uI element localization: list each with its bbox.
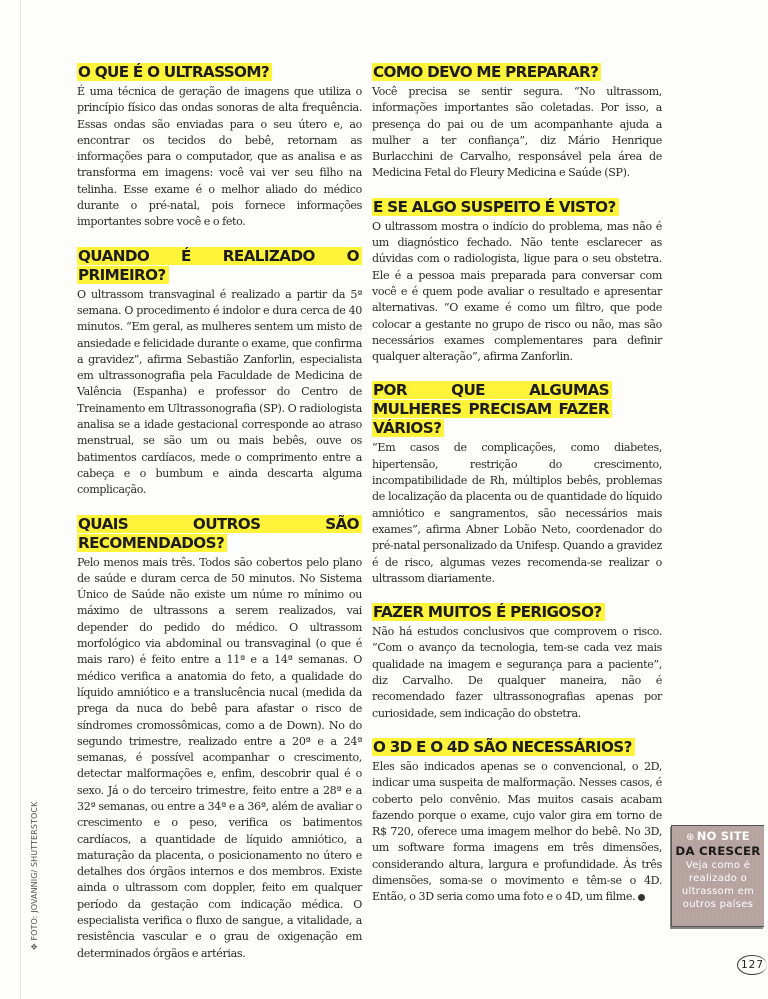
left-column xyxy=(77,64,362,979)
section-3d-4d xyxy=(372,739,662,906)
section-body-text: Eles são indicados apenas se o convencional, o 2D, indicar uma suspeita de malformação. Nesses casos, é coberto pelo convênio. Mas muitos casais acabam fazendo porque o exame, cujo valor gira em torno de R$ 720, oferece uma imagem melhor do bebê. No 3D, um software forma imagens em três dimensões, considerando altura, largura e profundidade. Às três dimensões, soma-se o movimento e têm-se o 4D. Então, o 3D seria como uma foto e o 4D, um filme. xyxy=(372,759,662,904)
section-dangerous xyxy=(372,604,662,722)
end-of-article-icon xyxy=(638,894,645,901)
promo-title: ⊕ NO SITE xyxy=(686,829,750,843)
photo-credit: ✥ FOTO: JOVANNIG/ SHUTTERSTOCK xyxy=(30,801,39,950)
promo-title-line2: DA CRESCER xyxy=(675,844,761,858)
section-what-is-ultrasound xyxy=(77,64,362,231)
section-suspicious xyxy=(372,199,662,366)
section-body: O ultrassom mostra o indício do problema, mas não é um diagnóstico fechado. Não tente esclarecer as dúvidas com o radiologista, ligue para o seu obstetra. Ele é a pessoa mais preparada para conversar com você e é quem pode avaliar o resultado e apresentar alternativas. “O exame é como um filtro, que pode colocar a gestante no grupo de risco ou não, mas são necessários exames complementares para definir qualquer alteração”, afirma Zanforlin. xyxy=(372,219,662,364)
section-how-prepare xyxy=(372,64,662,182)
section-heading: FAZER MUITOS É PERIGOSO? xyxy=(372,603,605,621)
page-number: 127 xyxy=(737,955,767,975)
section-when-first xyxy=(77,248,362,499)
section-heading: QUANDO É REALIZADO O PRIMEIRO? xyxy=(77,247,362,284)
section-body: Não há estudos conclusivos que comprovem o risco. “Com o avanço da tecnologia, tem-se cada vez mais qualidade na imagem e segurança para a paciente”, diz Carvalho. De qualquer maneira, não é recomendado fazer ultrassonografias apenas por curiosidade, sem indicação do obstetra. xyxy=(372,625,662,720)
section-heading: COMO DEVO ME PREPARAR? xyxy=(372,63,601,81)
section-heading: O QUE É O ULTRASSOM? xyxy=(77,63,272,81)
section-heading: QUAIS OUTROS SÃO RECOMENDADOS? xyxy=(77,515,362,552)
section-body: “Em casos de complicações, como diabetes, hipertensão, restrição do crescimento, incompatibilidade de Rh, múltiplos bebês, problemas de localização da placenta ou de quantidade do líquido amniótico e sangramentos, são necessários mais exames”, afirma Abner Lobão Neto, coordenador do pré-natal personalizado da Unifesp. Quando a gravidez é de risco, algumas vezes recomenda-se realizar o ultrassom diariamente. xyxy=(372,441,662,585)
section-body: Pelo menos mais três. Todos são cobertos pelo plano de saúde e duram cerca de 50 minutos. No Sistema Único de Saúde não existe um núme ro mínimo ou máximo de ultrassons a serem realizados, vai depender do pedido do médico. O ultrassom morfológico via abdominal ou transvaginal (o que é mais raro) é feito entre a 11ª e a 14ª semanas. O médico verifica a anatomia do feto, a qualidade do líquido amniótico e a translucência nucal (medida da prega da nuca do bebê para afastar o risco de síndromes cromossômicas, como a de Down). No do segundo trimestre, realizado entre a 20ª e a 24ª semanas, é possível acompanhar o crescimento, detectar malformações e, enfim, descobrir qual é o sexo. Já o do terceiro trimestre, feito entre a 28ª e a 32ª semanas, ou entre a 34ª e a 36ª, além de avaliar o crescimento e o peso, verifica os batimentos cardíacos, a quantidade de líquido amniótico, a maturação da placenta, o posicionamento no útero e detalhes dos órgãos internos e dos membros. Existe ainda o ultrassom com doppler, feito em qualquer período da gestação com indicação médica. O especialista verifica o fluxo de sangue, a vitalidade, a resistência vascular e o grau de oxigenação em determinados órgãos e artérias. xyxy=(77,555,362,960)
section-body: O ultrassom transvaginal é realizado a partir da 5ª semana. O procedimento é indolor e dura cerca de 40 minutos. “Em geral, as mulheres sentem um misto de ansiedade e felicidade durante o exame, que confirma a gravidez”, afirma Sebastião Zanforlin, especialista em ultrassonografia pela Faculdade de Medicina de Valência (Espanha) e professor do Centro de Treinamento em Ultrassonografia (SP). O radiologista analisa se a idade gestacional corresponde ao atraso menstrual, se são um ou mais bebês, ouve os batimentos cardíacos, mede o comprimento entre a cabeça e o bumbum e ainda descarta alguma complicação. xyxy=(77,287,362,497)
section-body: É uma técnica de geração de imagens que utiliza o princípio físico das ondas sonoras de alta frequência. Essas ondas são enviadas para o seu útero e, ao encontrar os tecidos do bebê, retornam as informações para o computador, que as analisa e as transforma em imagens: você vai ver seu filho na telinha. Esse exame é o melhor aliado do médico durante o pré-natal, pois fornece informações importantes sobre você e o feto. xyxy=(77,85,362,229)
right-column xyxy=(372,64,662,923)
plus-circle-icon: ⊕ xyxy=(686,832,695,843)
page-gutter-line xyxy=(20,0,21,999)
section-others-recommended xyxy=(77,516,362,962)
promo-text: Veja como é realizado o ultrassom em outros países xyxy=(681,860,755,910)
section-heading: E SE ALGO SUSPEITO É VISTO? xyxy=(372,198,619,216)
section-body: Você precisa se sentir segura. “No ultrassom, informações importantes são coletadas. Por isso, a presença do pai ou de um acompanhante ajuda a mulher a ter confiança”, diz Mário Henrique Burlacchini de Carvalho, responsável pela área de Medicina Fetal do Fleury Medicina e Saúde (SP). xyxy=(372,85,662,180)
section-body xyxy=(372,759,662,906)
photo-credit-icon: ✥ xyxy=(30,940,39,950)
promo-box-site[interactable] xyxy=(671,825,764,927)
section-heading: POR QUE ALGUMAS MULHERES PRECISAM FAZER VÁRIOS? xyxy=(372,381,612,437)
section-heading: O 3D E O 4D SÃO NECESSÁRIOS? xyxy=(372,738,635,756)
section-why-several xyxy=(372,382,662,587)
